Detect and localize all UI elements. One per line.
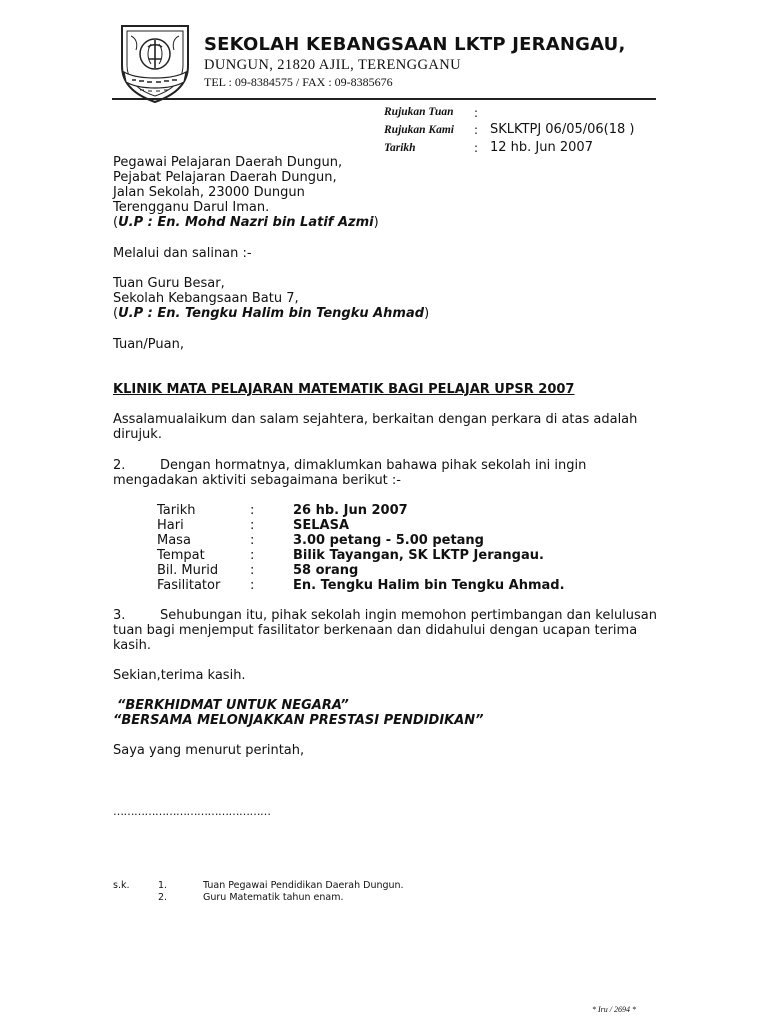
detail-colon: :	[250, 578, 255, 593]
ref-value-tarikh: 12 hb. Jun 2007	[490, 140, 593, 155]
recipient-line: Pegawai Pelajaran Daerah Dungun,	[113, 155, 343, 170]
detail-label-bil-murid: Bil. Murid	[157, 563, 219, 578]
detail-colon: :	[250, 563, 255, 578]
letterhead-divider	[112, 98, 656, 100]
ref-colon: :	[474, 106, 479, 120]
paragraph-2-number: 2.	[113, 458, 126, 473]
motto-line-1: “BERKHIDMAT UNTUK NEGARA”	[117, 698, 349, 713]
sk-item-text: Guru Matematik tahun enam.	[203, 892, 344, 903]
school-logo	[114, 20, 196, 104]
detail-value-tempat: Bilik Tayangan, SK LKTP Jerangau.	[293, 548, 544, 563]
recipient-line: Pejabat Pelajaran Daerah Dungun,	[113, 170, 337, 185]
recipient-line: Terengganu Darul Iman.	[113, 200, 270, 215]
detail-colon: :	[250, 503, 255, 518]
ref-label-tarikh: Tarikh	[384, 142, 416, 154]
detail-label-hari: Hari	[157, 518, 184, 533]
paragraph-2-line: Dengan hormatnya, dimaklumkan bahawa pihak sekolah ini ingin	[160, 458, 587, 473]
signature-line: ………………………………………	[113, 805, 271, 818]
detail-value-fasilitator: En. Tengku Halim bin Tengku Ahmad.	[293, 578, 565, 593]
via-line: Melalui dan salinan :-	[113, 246, 252, 261]
signoff-text: Saya yang menurut perintah,	[113, 743, 305, 758]
cc-recipient-line: Tuan Guru Besar,	[113, 276, 225, 291]
recipient-attention: (U.P : En. Mohd Nazri bin Latif Azmi)	[113, 215, 379, 230]
ref-label-rujukan-kami: Rujukan Kami	[384, 124, 454, 136]
salutation: Tuan/Puan,	[113, 337, 184, 352]
detail-label-fasilitator: Fasilitator	[157, 578, 221, 593]
detail-value-tarikh: 26 hb. Jun 2007	[293, 503, 408, 518]
ref-colon: :	[474, 123, 479, 137]
sk-item-number: 1.	[158, 880, 168, 891]
letter-subject: KLINIK MATA PELAJARAN MATEMATIK BAGI PELAJAR UPSR 2007	[113, 382, 575, 397]
paragraph-1-line: dirujuk.	[113, 427, 162, 442]
cc-recipient-line: Sekolah Kebangsaan Batu 7,	[113, 291, 299, 306]
paragraph-3-line: Sehubungan itu, pihak sekolah ingin memohon pertimbangan dan kelulusan	[160, 608, 658, 623]
motto-line-2: “BERSAMA MELONJAKKAN PRESTASI PENDIDIKAN”	[113, 713, 484, 728]
detail-label-tempat: Tempat	[157, 548, 205, 563]
sk-item-number: 2.	[158, 892, 168, 903]
school-address: DUNGUN, 21820 AJIL, TERENGGANU	[204, 57, 462, 73]
detail-label-tarikh: Tarikh	[157, 503, 196, 518]
detail-label-masa: Masa	[157, 533, 191, 548]
paragraph-3-number: 3.	[113, 608, 126, 623]
detail-value-masa: 3.00 petang - 5.00 petang	[293, 533, 484, 548]
footer-code: * Iru / 2694 *	[592, 1005, 636, 1014]
detail-colon: :	[250, 533, 255, 548]
ref-value-rujukan-kami: SKLKTPJ 06/05/06(18 )	[490, 122, 635, 137]
ref-label-rujukan-tuan: Rujukan Tuan	[384, 106, 454, 118]
cc-recipient-attention: (U.P : En. Tengku Halim bin Tengku Ahmad)	[113, 306, 430, 321]
paragraph-3-line: tuan bagi menjemput fasilitator berkenaan dan didahului dengan ucapan terima	[113, 623, 638, 638]
closing-text: Sekian,terima kasih.	[113, 668, 246, 683]
ref-colon: :	[474, 141, 479, 155]
school-contact: TEL : 09-8384575 / FAX : 09-8385676	[204, 75, 393, 89]
school-name: SEKOLAH KEBANGSAAN LKTP JERANGAU,	[204, 34, 626, 55]
sk-item-text: Tuan Pegawai Pendidikan Daerah Dungun.	[203, 880, 404, 891]
detail-colon: :	[250, 548, 255, 563]
paragraph-3-line: kasih.	[113, 638, 152, 653]
detail-value-bil-murid: 58 orang	[293, 563, 359, 578]
recipient-line: Jalan Sekolah, 23000 Dungun	[113, 185, 305, 200]
detail-value-hari: SELASA	[293, 518, 350, 533]
detail-colon: :	[250, 518, 255, 533]
paragraph-2-line: mengadakan aktiviti sebagaimana berikut :-	[113, 473, 401, 488]
sk-label: s.k.	[113, 880, 130, 891]
paragraph-1-line: Assalamualaikum dan salam sejahtera, berkaitan dengan perkara di atas adalah	[113, 412, 638, 427]
